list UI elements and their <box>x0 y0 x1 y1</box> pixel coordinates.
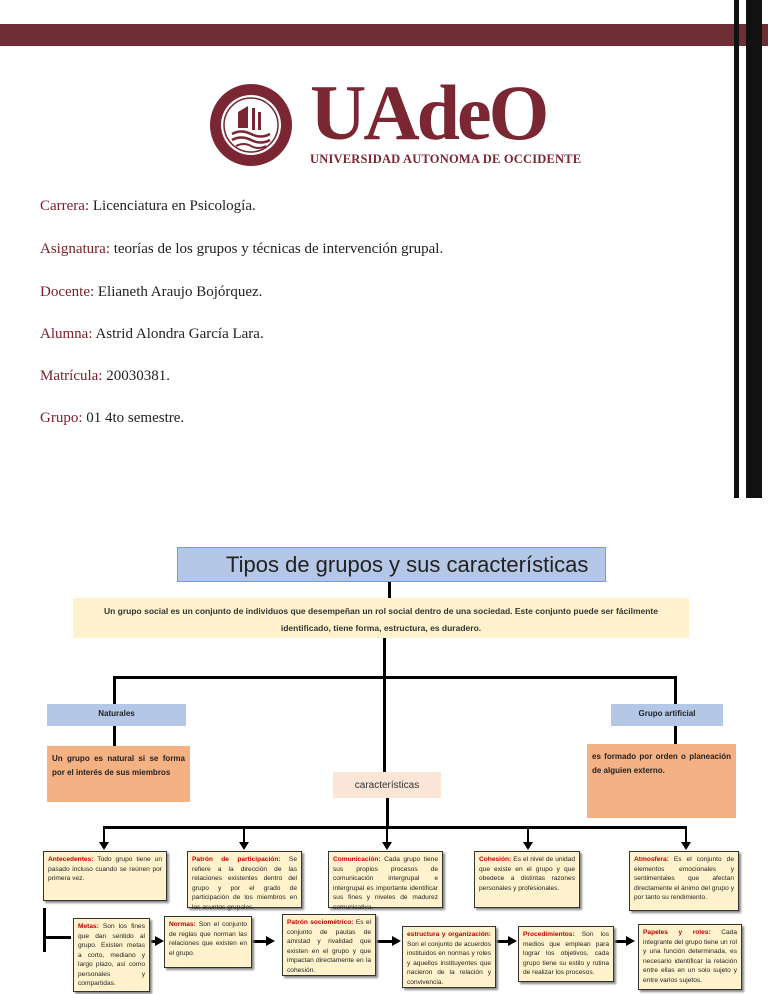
characteristic-cohesion: Cohesión: Es el nivel de unidad que existe en el grupo y que obedece a distintas razones personales y profesionales. <box>474 851 580 908</box>
connector <box>614 940 626 943</box>
field-asignatura: Asignatura: teorías de los grupos y técnicas de intervención grupal. <box>40 241 444 257</box>
characteristic-comunicacion: Comunicación: Cada grupo tiene sus propios procesos de comunicación intergrupal e intergrupal es importante identificar sus fines y niveles de madurez comunicativa. <box>328 851 443 908</box>
characteristic-estructura: estructura y organización: Son el conjunto de acuerdos instituidos en normas y roles y aquellos instituyentes que nacieron de la relación y convivencia. <box>402 926 496 988</box>
connector <box>113 676 116 704</box>
top-banner <box>0 24 768 46</box>
logo-subtitle: UNIVERSIDAD AUTONOMA DE OCCIDENTE <box>310 152 582 166</box>
right-border-thin <box>734 0 739 498</box>
arrow-right-icon <box>508 936 517 946</box>
connector <box>113 726 116 746</box>
connector <box>388 582 391 598</box>
connector <box>527 826 529 842</box>
characteristic-sociometrico: Patrón sociométrico: Es el conjunto de pautas de amistad y rivalidad que existen en el grupo y que impactan directamente en la cohesión. <box>282 914 376 976</box>
connector <box>103 826 105 842</box>
arrow-down-icon <box>382 842 392 850</box>
connector <box>113 676 677 679</box>
arrow-right-icon <box>392 936 401 946</box>
connector <box>386 798 389 826</box>
artificial-label: Grupo artificial <box>611 704 723 726</box>
arrow-down-icon <box>99 842 109 850</box>
connector <box>496 940 508 943</box>
connector <box>685 826 687 842</box>
characteristic-procedimientos: Procedimientos: Son los medios que emplean para lograr los objetivos, cada grupo tiene su estilo y rutina de realizar los procesos. <box>518 926 614 982</box>
logo-wordmark: UAdeO <box>310 69 547 156</box>
connector <box>383 638 386 772</box>
connector <box>252 940 266 943</box>
arrow-right-icon <box>626 936 635 946</box>
connector <box>103 826 686 829</box>
naturales-description: Un grupo es natural si se forma por el interés de sus miembros <box>47 746 190 802</box>
field-grupo: Grupo: 01 4to semestre. <box>40 410 185 426</box>
connector <box>376 940 392 943</box>
field-carrera: Carrera: Licenciatura en Psicología. <box>40 198 256 214</box>
connector <box>674 676 677 704</box>
connector <box>386 826 388 842</box>
connector <box>43 936 71 939</box>
connector <box>243 826 245 842</box>
characteristic-normas: Normas: Son el conjunto de reglas que norman las relaciones que existen en el grupo. <box>164 916 252 968</box>
map-title: Tipos de grupos y sus características <box>177 547 606 582</box>
connector <box>674 726 677 744</box>
characteristic-metas: Metas: Son los fines que dan sentido al grupo. Existen metas a corto, mediano y largo plazo, así como personales y compartidas. <box>73 918 150 992</box>
characteristic-antecedentes: Antecedentes: Todo grupo tiene un pasado incluso cuando se reúnen por primera vez. <box>43 851 167 901</box>
right-border-thick <box>746 0 762 498</box>
arrow-right-icon <box>266 936 275 946</box>
arrow-down-icon <box>239 842 249 850</box>
field-alumna: Alumna: Astrid Alondra García Lara. <box>40 326 264 342</box>
characteristic-atmosfera: Atmosfera: Es el conjunto de elementos emocionales y sentimentales que afectan directamente el ánimo del grupo y por tanto su rendimiento. <box>629 851 739 911</box>
artificial-description: es formado por orden o planeación de alguien externo. <box>587 744 736 818</box>
university-logo <box>208 69 582 170</box>
characteristic-papeles: Papeles y roles: Cada integrante del grupo tiene un rol y una función determinada, es necesario identificar la relación entre ellas en un solo sujeto y entre varios sujetos. <box>638 924 742 990</box>
characteristic-participacion: Patrón de participación: Se refiere a la dirección de las relaciones existentes dentro del grupo y por el grado de participación de los miembros en los asuntos grupales. <box>187 851 302 908</box>
arrow-down-icon <box>523 842 533 850</box>
university-seal-icon <box>208 82 294 168</box>
connector <box>43 908 46 952</box>
arrow-down-icon <box>681 842 691 850</box>
map-intro: Un grupo social es un conjunto de individuos que desempeñan un rol social dentro de una sociedad. Este conjunto puede ser fácilmente identificado, tiene forma, estructura, es duradero. <box>73 598 689 638</box>
field-matricula: Matrícula: 20030381. <box>40 368 170 384</box>
field-docente: Docente: Elianeth Araujo Bojórquez. <box>40 284 263 300</box>
caracteristicas-node: características <box>333 772 441 798</box>
naturales-label: Naturales <box>47 704 186 726</box>
arrow-right-icon <box>155 936 164 946</box>
